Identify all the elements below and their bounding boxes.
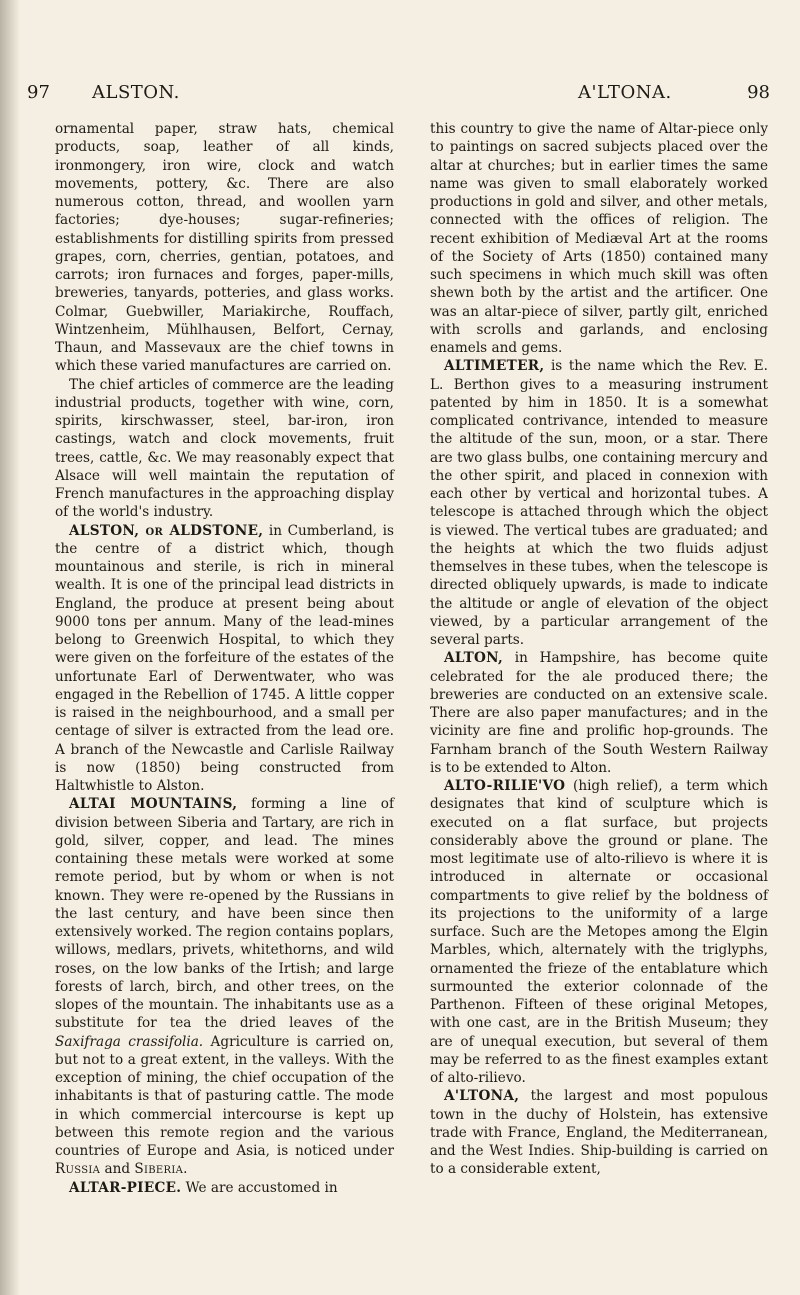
entry-altai-mountains bbox=[55, 795, 394, 1178]
entry-term: ALTON, bbox=[444, 650, 504, 667]
entry-term: A'LTONA, bbox=[444, 1088, 520, 1105]
entry-alston bbox=[55, 522, 394, 796]
entry-text: We are accustomed in bbox=[181, 1179, 338, 1196]
cross-reference-siberia: Siberia bbox=[134, 1161, 184, 1178]
entry-alto-rilievo bbox=[430, 777, 768, 1087]
entry-text: Agriculture is carried on, but not to a great extent, in the valleys. With the exception of mining, the chief occupation of the inhabitants is that of pasturing cattle. The mode in which commercial intercourse is kept up between this remote region and the various countries of Europe and Asia, is noticed under bbox=[55, 1033, 394, 1159]
entry-text: in Cumberland, is the centre of a district which, though mountainous and sterile, is rich in mineral wealth. It is one of the principal lead districts in England, the produce at present being about 9000 tons per annum. Many of the lead-mines belong to Greenwich Hospital, to which they were given on the forfeiture of the estates of the unfortunate Earl of Derwentwater, who was engaged in the Rebellion of 1745. A little copper is raised in the neighbourhood, and a small per centage of silver is extracted from the lead ore. A branch of the Newcastle and Carlisle Railway is now (1850) being constructed from Haltwhistle to Alston. bbox=[55, 522, 394, 794]
entry-term: ALTIMETER, bbox=[444, 358, 545, 375]
left-page-number: 97 bbox=[27, 82, 50, 103]
entry-term: ALTAR-PIECE. bbox=[69, 1179, 182, 1196]
right-running-title: A'LTONA. bbox=[578, 82, 672, 103]
species-name: Saxifraga crassifolia. bbox=[55, 1033, 204, 1050]
entry-text: and bbox=[100, 1161, 135, 1178]
entry-term: ALTO-RILIE'VO bbox=[444, 778, 566, 794]
entry-text: . bbox=[183, 1161, 188, 1178]
entry-text: the largest and most populous town in the duchy of Holstein, has extensive trade with France, England, the Mediterranean, and the West Indies. Ship-building is carried on to a considerable extent, bbox=[430, 1088, 768, 1178]
right-page-number: 98 bbox=[747, 82, 770, 103]
running-header bbox=[0, 82, 800, 116]
cross-reference-russia: Russia bbox=[55, 1161, 101, 1178]
alsace-commerce-paragraph: The chief articles of commerce are the leading industrial products, together with wine, corn, spirits, kirschwasser, steel, bar-iron, iron castings, watch and clock movements, fruit trees, cattle, &c. We may reasonably expect that Alsace will well maintain the reputation of French manufactures in the approaching display of the world's industry. bbox=[55, 376, 394, 521]
entry-altimeter bbox=[430, 357, 768, 649]
entry-text: (high relief), a term which designates that kind of sculpture which is executed on a flat surface, but projects considerably above the ground or plane. The most legitimate use of alto-rilievo is where it is introduced in alternate or occasional compartments to give relief by the boldness of its projections to the uniformity of a large surface. Such are the Metopes among the Elgin Marbles, which, alternately with the triglyphs, ornamented the frieze of the entablature which surmounted the exterior colonnade of the Parthenon. Fifteen of these original Metopes, with one cast, are in the British Museum; they are of unequal execution, but several of them may be referred to as the finest examples extant of alto-rilievo. bbox=[430, 778, 768, 1086]
entry-altar-piece bbox=[55, 1179, 394, 1197]
entry-altona bbox=[430, 1087, 768, 1178]
entry-term: ALTAI MOUNTAINS, bbox=[69, 796, 238, 813]
entry-text: is the name which the Rev. E. L. Berthon gives to a measuring instrument patented by him in 1850. It is a somewhat complicated contrivance, intended to measure the altitude of the sun, moon, or a star. There are two glass bulbs, one containing mercury and the other spirit, and placed in connexion with each other by vertical and horizontal tubes. A telescope is attached through which the object is viewed. The vertical tubes are graduated; and the heights at which the two fluids adjust themselves in these tubes, when the telescope is directed obliquely upwards, is made to indicate the altitude or angle of elevation of the object viewed, by a particular arrangement of the several parts. bbox=[430, 358, 768, 648]
entry-text: in Hampshire, has become quite celebrated for the ale produced there; the breweries are conducted on an extensive scale. There are also paper manufactures; and in the vicinity are fine and prolific hop-grounds. The Farnham branch of the South Western Railway is to be extended to Alton. bbox=[430, 650, 768, 776]
altar-piece-continuation: this country to give the name of Altar-piece only to paintings on sacred subjects placed over the altar at churches; but in earlier times the same name was given to small elaborately worked productions in gold and silver, and other metals, connected with the offices of religion. The recent exhibition of Mediæval Art at the rooms of the Society of Arts (1850) contained many such specimens in which much skill was often shewn both by the artist and the artificer. One was an altar-piece of silver, partly gilt, enriched with scrolls and garlands, and enclosing enamels and gems. bbox=[430, 121, 768, 356]
alsace-continuation: ornamental paper, straw hats, chemical products, soap, leather of all kinds, ironmongery, iron wire, clock and watch movements, pottery, &c. There are also numerous cotton, thread, and woollen yarn factories; dye-houses; sugar-refineries; establishments for distilling spirits from pressed grapes, corn, cherries, gentian, potatoes, and carrots; iron furnaces and forges, paper-mills, breweries, tanyards, potteries, and glass works. Colmar, Guebwiller, Mariakirche, Rouffach, Wintzenheim, Mühlhausen, Belfort, Cernay, Thaun, and Massevaux are the chief towns in which these varied manufactures are carried on. bbox=[55, 121, 394, 375]
right-column bbox=[430, 120, 768, 1179]
entry-term: ALSTON, or ALDSTONE, bbox=[69, 522, 264, 539]
entry-text: forming a line of division between Siberia and Tartary, are rich in gold, silver, copper, and lead. The mines containing these metals were worked at some remote period, but by whom or when is not known. They were re-opened by the Russians in the last century, and have been since then extensively worked. The region contains poplars, willows, medlars, privets, whitethorns, and wild roses, on the low banks of the Irtish; and large forests of larch, birch, and other trees, on the slopes of the mountain. The inhabitants use as a substitute for tea the dried leaves of the bbox=[55, 796, 394, 1032]
entry-alton bbox=[430, 649, 768, 777]
left-column bbox=[55, 120, 394, 1197]
left-running-title: ALSTON. bbox=[92, 82, 180, 103]
binding-shadow bbox=[0, 0, 20, 1295]
